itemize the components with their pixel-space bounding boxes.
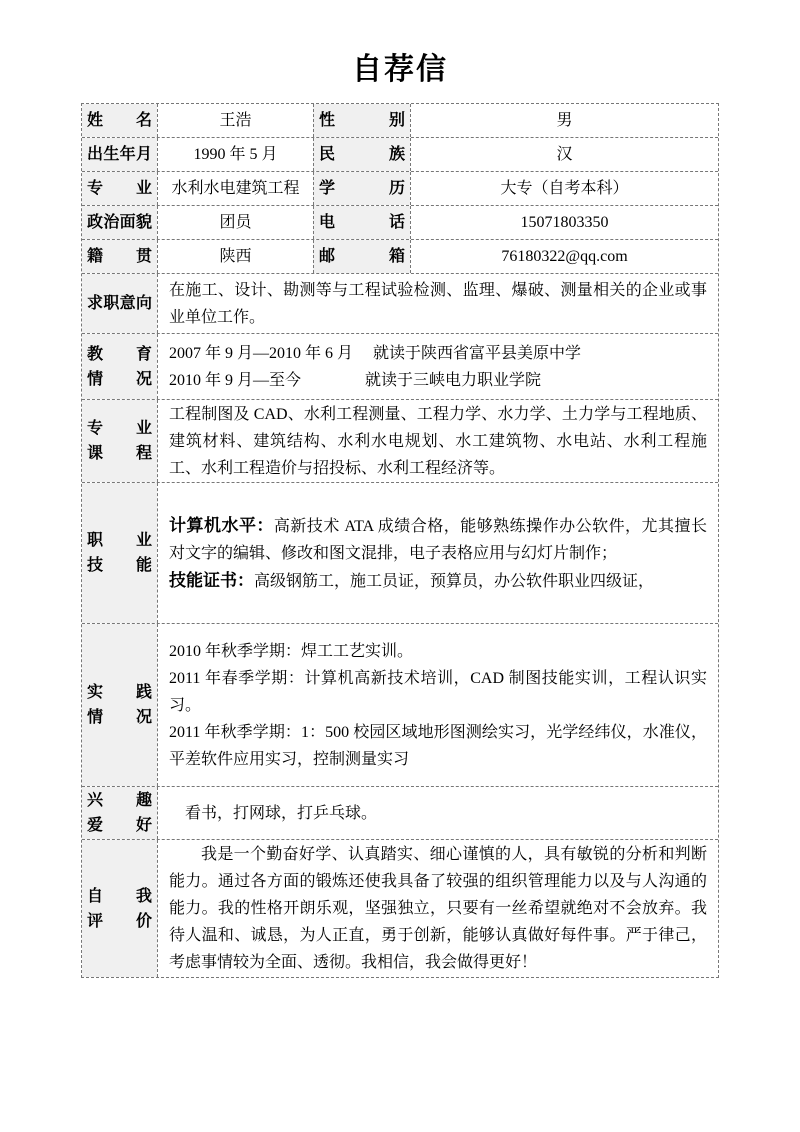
section-content-self-evaluation	[157, 840, 718, 977]
section-label-text: 技能	[87, 557, 152, 574]
field-label-degree	[313, 172, 410, 205]
section-content-objective	[157, 274, 718, 333]
section-label-objective	[82, 274, 157, 333]
field-value-degree: 大专（自考本科）	[410, 172, 718, 205]
field-label-text: 电话	[319, 214, 405, 231]
field-label-ethnicity	[313, 138, 410, 171]
field-label-political-status	[82, 206, 157, 239]
field-label-text: 姓名	[87, 112, 152, 129]
objective-text: 在施工、设计、勘测等与工程试验检测、监理、爆破、测量相关的企业或事业单位工作。	[169, 281, 707, 326]
section-label-hobbies	[82, 787, 157, 839]
page-title: 自荐信	[352, 53, 448, 86]
section-label-text: 爱好	[87, 817, 152, 834]
hobbies-text: 看书，打网球，打乒乓球。	[185, 804, 378, 822]
self-evaluation-text: 我是一个勤奋好学、认真踏实、细心谨慎的人，具有敏锐的分析和判断能力。通过各方面的锻炼还使我具备了较强的组织管理能力以及与人沟通的能力。我的性格开朗乐观，坚强独立，只要有一丝希望就绝对不会放弃。我待人温和、诚恳，为人正直，勇于创新，能够认真做好每件事。严于律己，考虑事情较为全面、透彻。我相信，我会做得更好！	[169, 846, 707, 971]
section-label-self-evaluation	[82, 840, 157, 977]
section-content-practice	[157, 624, 718, 786]
field-value-political-status: 团员	[157, 206, 313, 239]
section-label-education	[82, 334, 157, 399]
field-label-text: 邮箱	[319, 248, 405, 265]
table-row-name-gender	[82, 104, 718, 138]
section-label-text: 求职意向	[87, 295, 152, 312]
education-entry: 2010 年 9 月—至今 就读于三峡电力职业学院	[169, 371, 542, 389]
table-row-birth-ethnicity	[82, 138, 718, 172]
section-label-text: 职业	[87, 532, 152, 549]
table-row-self-evaluation	[82, 840, 718, 977]
section-label-text: 情况	[87, 370, 152, 388]
skills-certificates-item	[169, 567, 707, 595]
courses-text: 工程制图及 CAD、水利工程测量、工程力学、水力学、土力学与工程地质、建筑材料、建筑结构、水利水电规划、水工建筑物、水电站、水利工程施工、水利工程造价与招投标、水利工程经济等。	[169, 405, 707, 477]
section-label-text: 课程	[87, 445, 152, 462]
section-label-text: 评价	[87, 912, 152, 930]
skills-item-heading: 计算机水平：	[169, 515, 274, 535]
field-label-email	[313, 240, 410, 273]
skills-computer-item	[169, 512, 707, 567]
skills-item-heading: 技能证书：	[169, 570, 254, 590]
section-label-courses	[82, 400, 157, 482]
section-content-education	[157, 334, 718, 399]
education-entry: 2007 年 9 月—2010 年 6 月 就读于陕西省富平县美原中学	[169, 344, 582, 362]
field-value-hometown: 陕西	[157, 240, 313, 273]
field-label-text: 学历	[319, 180, 405, 197]
field-value-major: 水利水电建筑工程	[157, 172, 313, 205]
resume-table	[81, 103, 719, 978]
table-row-hometown-email	[82, 240, 718, 274]
field-label-phone	[313, 206, 410, 239]
section-label-text: 情况	[87, 709, 152, 726]
field-label-text: 专业	[87, 180, 152, 197]
skills-item-body: 高级钢筋工，施工员证，预算员，办公软件职业四级证，	[254, 572, 655, 590]
field-value-gender: 男	[410, 104, 718, 137]
field-label-text: 性别	[319, 112, 405, 129]
section-label-skills	[82, 483, 157, 623]
field-label-hometown	[82, 240, 157, 273]
table-row-practice	[82, 624, 718, 787]
skills-item-body: 高新技术 ATA 成绩合格，能够熟练操作办公软件，尤其擅长对文字的编辑、修改和图文混排，电子表格应用与幻灯片制作；	[169, 517, 708, 562]
field-label-text: 民族	[319, 146, 405, 163]
section-label-text: 兴趣	[87, 792, 152, 809]
table-row-education	[82, 334, 718, 400]
field-value-ethnicity: 汉	[410, 138, 718, 171]
practice-entry: 2011 年春季学期：计算机高新技术培训，CAD 制图技能实训，工程认识实习。	[169, 669, 707, 714]
section-label-text: 实践	[87, 684, 152, 701]
section-label-text: 自我	[87, 887, 152, 905]
table-row-skills	[82, 483, 718, 624]
practice-entry: 2011 年秋季学期：1：500 校园区域地形图测绘实习，光学经纬仪，水准仪，平差软件应用实习，控制测量实习	[169, 723, 707, 768]
field-value-birthdate: 1990 年 5 月	[157, 138, 313, 171]
practice-entry: 2010 年秋季学期：焊工工艺实训。	[169, 642, 414, 660]
section-label-text: 教育	[87, 345, 152, 363]
field-label-text: 籍贯	[87, 248, 152, 265]
field-value-name: 王浩	[157, 104, 313, 137]
field-label-major	[82, 172, 157, 205]
field-label-text: 政治面貌	[87, 214, 152, 231]
section-label-text: 专业	[87, 420, 152, 437]
section-content-courses	[157, 400, 718, 482]
table-row-courses	[82, 400, 718, 483]
field-label-birthdate	[82, 138, 157, 171]
table-row-politics-phone	[82, 206, 718, 240]
table-row-major-degree	[82, 172, 718, 206]
field-label-gender	[313, 104, 410, 137]
section-content-hobbies	[157, 787, 718, 839]
field-value-email: 76180322@qq.com	[410, 240, 718, 273]
table-row-hobbies	[82, 787, 718, 840]
field-label-text: 出生年月	[87, 146, 152, 163]
field-value-phone: 15071803350	[410, 206, 718, 239]
section-content-skills	[157, 483, 718, 623]
section-label-practice	[82, 624, 157, 786]
field-label-name	[82, 104, 157, 137]
table-row-objective	[82, 274, 718, 334]
